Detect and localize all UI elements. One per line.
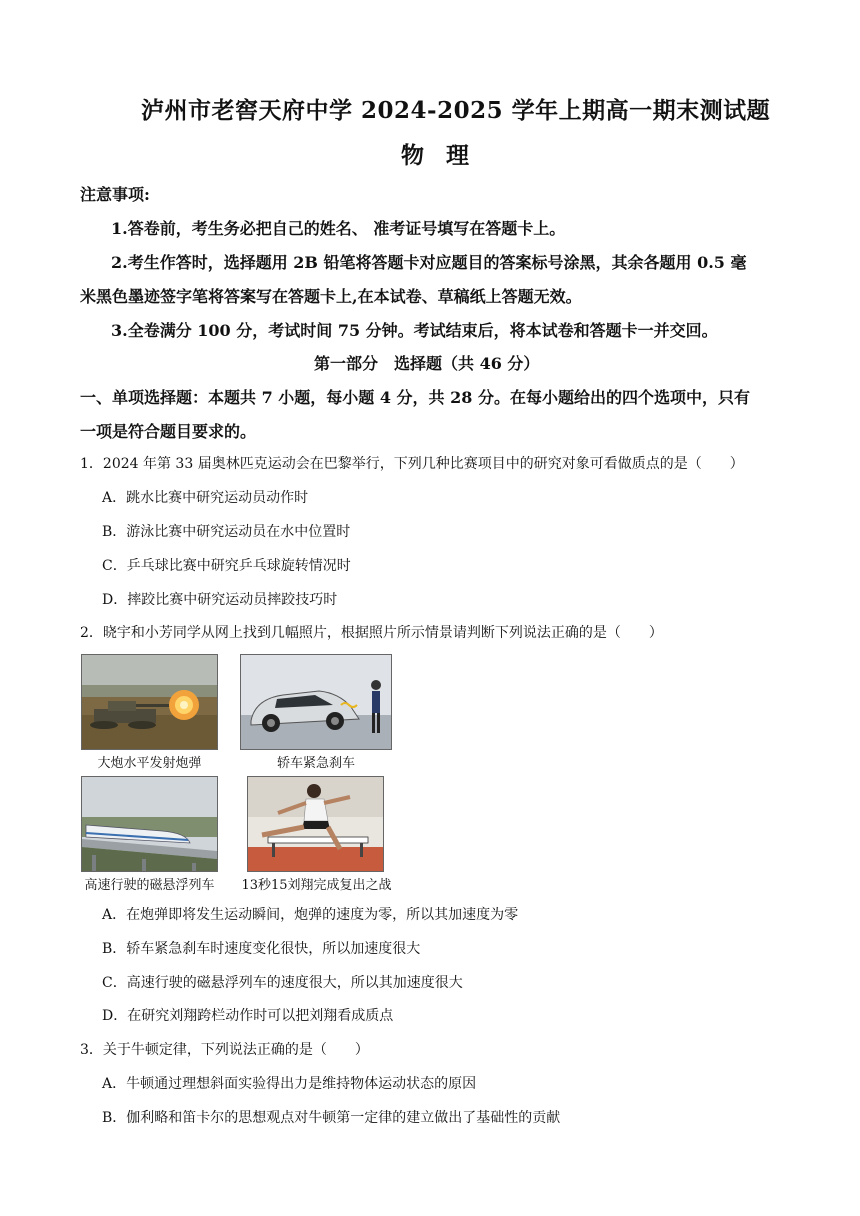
notice-heading: 注意事项: (80, 185, 150, 204)
hurdler-photo (247, 776, 384, 872)
notice-item-2-cont: 米黑色墨迹签字笔将答案写在答题卡上,在本试卷、草稿纸上答题无效。 (80, 287, 582, 306)
question-2-option-b: B．轿车紧急刹车时速度变化很快，所以加速度很大 (102, 941, 421, 957)
question-2-stem: 2．晓宇和小芳同学从网上找到几幅照片，根据照片所示情景请判断下列说法正确的是（ ） (80, 625, 663, 641)
maglev-train-photo (81, 776, 218, 872)
exam-title: 泸州市老窖天府中学 2024-2025 学年上期高一期末测试题 (141, 97, 771, 124)
question-3-option-b: B．伽利略和笛卡尔的思想观点对牛顿第一定律的建立做出了基础性的贡献 (102, 1110, 561, 1126)
section-instruction-line1: 一、单项选择题：本题共 7 小题，每小题 4 分，共 28 分。在每小题给出的四个选项中，只有 (80, 388, 750, 407)
part1-heading: 第一部分 选择题（共 46 分） (314, 354, 540, 373)
question-1-stem: 1．2024 年第 33 届奥林匹克运动会在巴黎举行，下列几种比赛项目中的研究对象可看做质点的是（ ） (80, 456, 744, 472)
question-1-option-a: A．跳水比赛中研究运动员动作时 (102, 490, 309, 506)
photo-caption-maglev: 高速行驶的磁悬浮列车 (84, 878, 215, 893)
question-1-option-b: B．游泳比赛中研究运动员在水中位置时 (102, 524, 351, 540)
question-2-option-c: C．高速行驶的磁悬浮列车的速度很大，所以其加速度很大 (102, 975, 463, 991)
notice-item-2: 2.考生作答时，选择题用 2B 铅笔将答题卡对应题目的答案标号涂黑，其余各题用 0.5 毫 (111, 253, 747, 272)
subject-title: 物理 (401, 142, 491, 169)
photo-caption-hurdler: 13秒15刘翔完成复出之战 (241, 878, 392, 893)
photo-caption-car: 轿车紧急刹车 (276, 756, 355, 771)
notice-item-3: 3.全卷满分 100 分，考试时间 75 分钟。考试结束后，将本试卷和答题卡一并交回。 (111, 321, 718, 340)
car-braking-photo (240, 654, 392, 750)
question-2-option-a: A．在炮弹即将发生运动瞬间，炮弹的速度为零，所以其加速度为零 (102, 907, 519, 923)
question-3-stem: 3．关于牛顿定律，下列说法正确的是（ ） (80, 1042, 369, 1058)
photo-caption-tank: 大炮水平发射炮弹 (97, 756, 202, 771)
question-3-option-a: A．牛顿通过理想斜面实验得出力是维持物体运动状态的原因 (102, 1076, 477, 1092)
question-2-option-d: D．在研究刘翔跨栏动作时可以把刘翔看成质点 (102, 1008, 394, 1024)
question-1-option-c: C．乒乓球比赛中研究乒乓球旋转情况时 (102, 558, 351, 574)
section-instruction-line2: 一项是符合题目要求的。 (80, 422, 257, 441)
notice-item-1: 1.答卷前，考生务必把自己的姓名、 准考证号填写在答题卡上。 (111, 219, 566, 238)
tank-firing-photo (81, 654, 218, 750)
question-1-option-d: D．摔跤比赛中研究运动员摔跤技巧时 (102, 592, 338, 608)
